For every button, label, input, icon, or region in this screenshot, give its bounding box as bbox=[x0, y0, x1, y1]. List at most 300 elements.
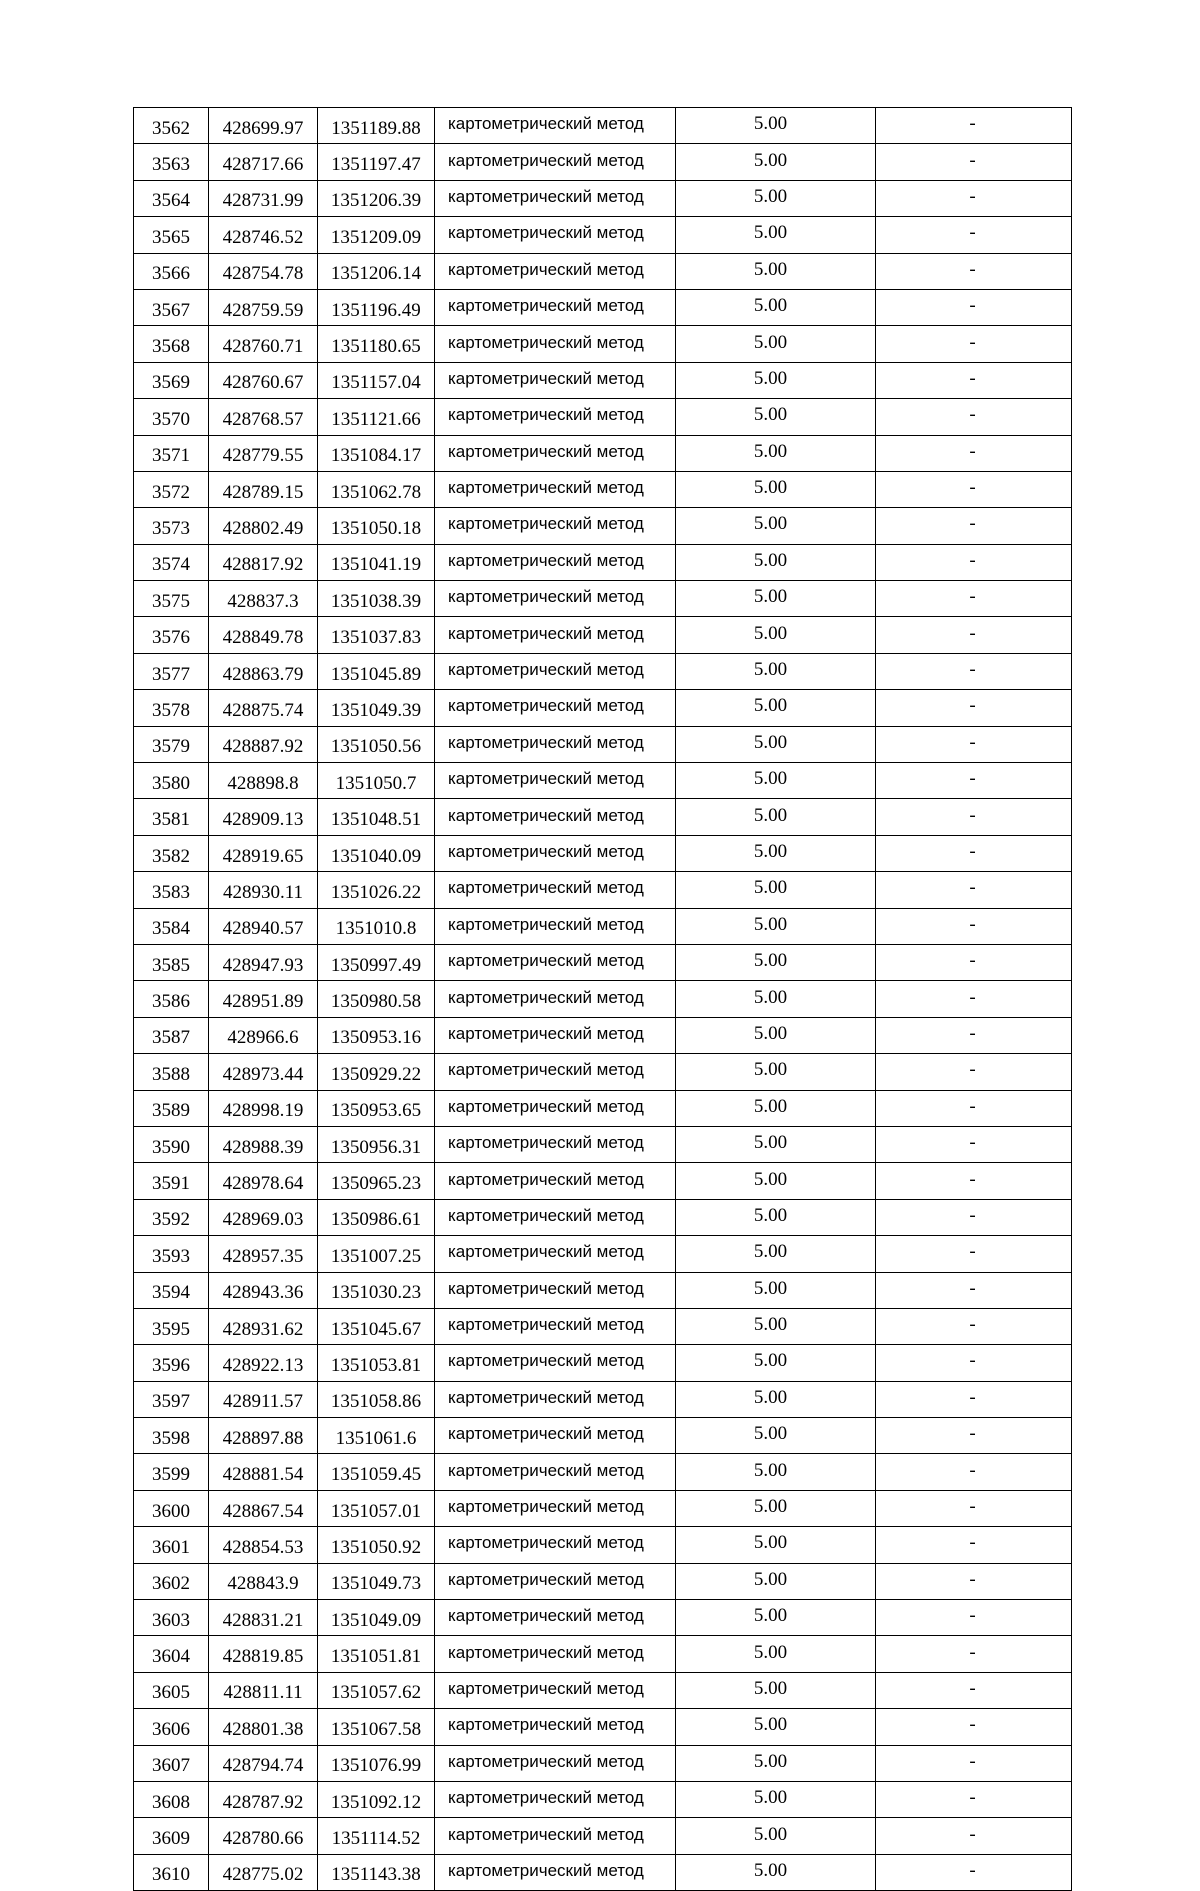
table-row bbox=[134, 108, 1072, 144]
table-row bbox=[134, 799, 1072, 835]
point-number-cell: 3575 bbox=[134, 581, 209, 617]
y-coordinate-cell: 1351038.39 bbox=[318, 581, 435, 617]
y-coordinate-cell: 1351067.58 bbox=[318, 1709, 435, 1745]
y-coordinate-cell: 1351045.89 bbox=[318, 653, 435, 689]
description-cell: - bbox=[876, 1418, 1072, 1454]
y-coordinate-cell: 1350965.23 bbox=[318, 1163, 435, 1199]
description-cell: - bbox=[876, 289, 1072, 325]
accuracy-cell: 5.00 bbox=[676, 1199, 876, 1235]
y-coordinate-cell: 1351049.73 bbox=[318, 1563, 435, 1599]
point-number-cell: 3607 bbox=[134, 1745, 209, 1781]
description-cell: - bbox=[876, 435, 1072, 471]
description-cell: - bbox=[876, 1163, 1072, 1199]
y-coordinate-cell: 1351026.22 bbox=[318, 872, 435, 908]
table-row bbox=[134, 690, 1072, 726]
point-number-cell: 3593 bbox=[134, 1236, 209, 1272]
method-cell: картометрический метод bbox=[435, 1126, 676, 1162]
table-row bbox=[134, 1818, 1072, 1854]
method-cell: картометрический метод bbox=[435, 326, 676, 362]
y-coordinate-cell: 1351049.09 bbox=[318, 1600, 435, 1636]
y-coordinate-cell: 1351114.52 bbox=[318, 1818, 435, 1854]
y-coordinate-cell: 1351157.04 bbox=[318, 362, 435, 398]
point-number-cell: 3610 bbox=[134, 1854, 209, 1890]
accuracy-cell: 5.00 bbox=[676, 1781, 876, 1817]
x-coordinate-cell: 428898.8 bbox=[209, 763, 318, 799]
accuracy-cell: 5.00 bbox=[676, 289, 876, 325]
table-row bbox=[134, 144, 1072, 180]
y-coordinate-cell: 1351007.25 bbox=[318, 1236, 435, 1272]
table-row bbox=[134, 1272, 1072, 1308]
y-coordinate-cell: 1351209.09 bbox=[318, 217, 435, 253]
point-number-cell: 3569 bbox=[134, 362, 209, 398]
y-coordinate-cell: 1351180.65 bbox=[318, 326, 435, 362]
accuracy-cell: 5.00 bbox=[676, 326, 876, 362]
table-row bbox=[134, 1672, 1072, 1708]
x-coordinate-cell: 428947.93 bbox=[209, 944, 318, 980]
description-cell: - bbox=[876, 1818, 1072, 1854]
method-cell: картометрический метод bbox=[435, 763, 676, 799]
method-cell: картометрический метод bbox=[435, 435, 676, 471]
table-row bbox=[134, 1236, 1072, 1272]
accuracy-cell: 5.00 bbox=[676, 1636, 876, 1672]
x-coordinate-cell: 428911.57 bbox=[209, 1381, 318, 1417]
table-row bbox=[134, 253, 1072, 289]
description-cell: - bbox=[876, 180, 1072, 216]
description-cell: - bbox=[876, 1490, 1072, 1526]
x-coordinate-cell: 428802.49 bbox=[209, 508, 318, 544]
y-coordinate-cell: 1351049.39 bbox=[318, 690, 435, 726]
table-row bbox=[134, 981, 1072, 1017]
y-coordinate-cell: 1350953.16 bbox=[318, 1017, 435, 1053]
y-coordinate-cell: 1351206.39 bbox=[318, 180, 435, 216]
table-row bbox=[134, 508, 1072, 544]
table-row bbox=[134, 1090, 1072, 1126]
x-coordinate-cell: 428988.39 bbox=[209, 1126, 318, 1162]
y-coordinate-cell: 1351053.81 bbox=[318, 1345, 435, 1381]
description-cell: - bbox=[876, 1672, 1072, 1708]
x-coordinate-cell: 428930.11 bbox=[209, 872, 318, 908]
point-number-cell: 3578 bbox=[134, 690, 209, 726]
accuracy-cell: 5.00 bbox=[676, 1163, 876, 1199]
accuracy-cell: 5.00 bbox=[676, 1308, 876, 1344]
description-cell: - bbox=[876, 1781, 1072, 1817]
description-cell: - bbox=[876, 981, 1072, 1017]
y-coordinate-cell: 1351041.19 bbox=[318, 544, 435, 580]
description-cell: - bbox=[876, 763, 1072, 799]
point-number-cell: 3602 bbox=[134, 1563, 209, 1599]
description-cell: - bbox=[876, 399, 1072, 435]
method-cell: картометрический метод bbox=[435, 1381, 676, 1417]
description-cell: - bbox=[876, 1381, 1072, 1417]
method-cell: картометрический метод bbox=[435, 1308, 676, 1344]
method-cell: картометрический метод bbox=[435, 1163, 676, 1199]
x-coordinate-cell: 428867.54 bbox=[209, 1490, 318, 1526]
accuracy-cell: 5.00 bbox=[676, 1745, 876, 1781]
method-cell: картометрический метод bbox=[435, 180, 676, 216]
x-coordinate-cell: 428922.13 bbox=[209, 1345, 318, 1381]
accuracy-cell: 5.00 bbox=[676, 763, 876, 799]
x-coordinate-cell: 428731.99 bbox=[209, 180, 318, 216]
x-coordinate-cell: 428951.89 bbox=[209, 981, 318, 1017]
x-coordinate-cell: 428780.66 bbox=[209, 1818, 318, 1854]
x-coordinate-cell: 428957.35 bbox=[209, 1236, 318, 1272]
y-coordinate-cell: 1351057.01 bbox=[318, 1490, 435, 1526]
description-cell: - bbox=[876, 581, 1072, 617]
method-cell: картометрический метод bbox=[435, 544, 676, 580]
description-cell: - bbox=[876, 944, 1072, 980]
x-coordinate-cell: 428919.65 bbox=[209, 835, 318, 871]
y-coordinate-cell: 1351197.47 bbox=[318, 144, 435, 180]
table-row bbox=[134, 1636, 1072, 1672]
y-coordinate-cell: 1351030.23 bbox=[318, 1272, 435, 1308]
accuracy-cell: 5.00 bbox=[676, 653, 876, 689]
table-row bbox=[134, 653, 1072, 689]
method-cell: картометрический метод bbox=[435, 471, 676, 507]
table-row bbox=[134, 399, 1072, 435]
accuracy-cell: 5.00 bbox=[676, 1126, 876, 1162]
description-cell: - bbox=[876, 1563, 1072, 1599]
method-cell: картометрический метод bbox=[435, 1563, 676, 1599]
description-cell: - bbox=[876, 1236, 1072, 1272]
method-cell: картометрический метод bbox=[435, 1345, 676, 1381]
y-coordinate-cell: 1351057.62 bbox=[318, 1672, 435, 1708]
method-cell: картометрический метод bbox=[435, 872, 676, 908]
x-coordinate-cell: 428909.13 bbox=[209, 799, 318, 835]
description-cell: - bbox=[876, 617, 1072, 653]
description-cell: - bbox=[876, 872, 1072, 908]
accuracy-cell: 5.00 bbox=[676, 1818, 876, 1854]
y-coordinate-cell: 1351051.81 bbox=[318, 1636, 435, 1672]
x-coordinate-cell: 428897.88 bbox=[209, 1418, 318, 1454]
accuracy-cell: 5.00 bbox=[676, 1672, 876, 1708]
table-row bbox=[134, 1163, 1072, 1199]
table-row bbox=[134, 944, 1072, 980]
description-cell: - bbox=[876, 1054, 1072, 1090]
description-cell: - bbox=[876, 1126, 1072, 1162]
x-coordinate-cell: 428837.3 bbox=[209, 581, 318, 617]
description-cell: - bbox=[876, 690, 1072, 726]
method-cell: картометрический метод bbox=[435, 1709, 676, 1745]
point-number-cell: 3562 bbox=[134, 108, 209, 144]
x-coordinate-cell: 428794.74 bbox=[209, 1745, 318, 1781]
table-row bbox=[134, 1381, 1072, 1417]
point-number-cell: 3581 bbox=[134, 799, 209, 835]
y-coordinate-cell: 1350953.65 bbox=[318, 1090, 435, 1126]
method-cell: картометрический метод bbox=[435, 799, 676, 835]
point-number-cell: 3580 bbox=[134, 763, 209, 799]
accuracy-cell: 5.00 bbox=[676, 108, 876, 144]
point-number-cell: 3608 bbox=[134, 1781, 209, 1817]
x-coordinate-cell: 428787.92 bbox=[209, 1781, 318, 1817]
accuracy-cell: 5.00 bbox=[676, 872, 876, 908]
x-coordinate-cell: 428801.38 bbox=[209, 1709, 318, 1745]
description-cell: - bbox=[876, 799, 1072, 835]
accuracy-cell: 5.00 bbox=[676, 581, 876, 617]
method-cell: картометрический метод bbox=[435, 1672, 676, 1708]
x-coordinate-cell: 428863.79 bbox=[209, 653, 318, 689]
method-cell: картометрический метод bbox=[435, 399, 676, 435]
accuracy-cell: 5.00 bbox=[676, 1090, 876, 1126]
table-row bbox=[134, 908, 1072, 944]
method-cell: картометрический метод bbox=[435, 144, 676, 180]
accuracy-cell: 5.00 bbox=[676, 981, 876, 1017]
method-cell: картометрический метод bbox=[435, 1600, 676, 1636]
description-cell: - bbox=[876, 217, 1072, 253]
point-number-cell: 3566 bbox=[134, 253, 209, 289]
point-number-cell: 3564 bbox=[134, 180, 209, 216]
table-row bbox=[134, 1745, 1072, 1781]
point-number-cell: 3582 bbox=[134, 835, 209, 871]
table-row bbox=[134, 471, 1072, 507]
method-cell: картометрический метод bbox=[435, 1017, 676, 1053]
x-coordinate-cell: 428940.57 bbox=[209, 908, 318, 944]
method-cell: картометрический метод bbox=[435, 1745, 676, 1781]
table-row bbox=[134, 1781, 1072, 1817]
method-cell: картометрический метод bbox=[435, 908, 676, 944]
y-coordinate-cell: 1351010.8 bbox=[318, 908, 435, 944]
method-cell: картометрический метод bbox=[435, 217, 676, 253]
method-cell: картометрический метод bbox=[435, 289, 676, 325]
table-row bbox=[134, 1054, 1072, 1090]
accuracy-cell: 5.00 bbox=[676, 362, 876, 398]
x-coordinate-cell: 428966.6 bbox=[209, 1017, 318, 1053]
point-number-cell: 3565 bbox=[134, 217, 209, 253]
x-coordinate-cell: 428843.9 bbox=[209, 1563, 318, 1599]
table-row bbox=[134, 1454, 1072, 1490]
table-row bbox=[134, 1126, 1072, 1162]
description-cell: - bbox=[876, 1272, 1072, 1308]
y-coordinate-cell: 1350986.61 bbox=[318, 1199, 435, 1235]
y-coordinate-cell: 1351050.92 bbox=[318, 1527, 435, 1563]
y-coordinate-cell: 1350997.49 bbox=[318, 944, 435, 980]
point-number-cell: 3573 bbox=[134, 508, 209, 544]
point-number-cell: 3584 bbox=[134, 908, 209, 944]
description-cell: - bbox=[876, 1090, 1072, 1126]
accuracy-cell: 5.00 bbox=[676, 1490, 876, 1526]
accuracy-cell: 5.00 bbox=[676, 908, 876, 944]
table-row bbox=[134, 217, 1072, 253]
method-cell: картометрический метод bbox=[435, 1818, 676, 1854]
description-cell: - bbox=[876, 1308, 1072, 1344]
y-coordinate-cell: 1350929.22 bbox=[318, 1054, 435, 1090]
y-coordinate-cell: 1351189.88 bbox=[318, 108, 435, 144]
description-cell: - bbox=[876, 1854, 1072, 1890]
method-cell: картометрический метод bbox=[435, 1490, 676, 1526]
coordinates-table-body bbox=[134, 108, 1072, 1891]
x-coordinate-cell: 428760.71 bbox=[209, 326, 318, 362]
x-coordinate-cell: 428887.92 bbox=[209, 726, 318, 762]
table-row bbox=[134, 435, 1072, 471]
point-number-cell: 3600 bbox=[134, 1490, 209, 1526]
table-row bbox=[134, 1600, 1072, 1636]
point-number-cell: 3574 bbox=[134, 544, 209, 580]
method-cell: картометрический метод bbox=[435, 253, 676, 289]
accuracy-cell: 5.00 bbox=[676, 1054, 876, 1090]
accuracy-cell: 5.00 bbox=[676, 1418, 876, 1454]
point-number-cell: 3572 bbox=[134, 471, 209, 507]
y-coordinate-cell: 1350980.58 bbox=[318, 981, 435, 1017]
description-cell: - bbox=[876, 544, 1072, 580]
y-coordinate-cell: 1351037.83 bbox=[318, 617, 435, 653]
description-cell: - bbox=[876, 253, 1072, 289]
accuracy-cell: 5.00 bbox=[676, 1854, 876, 1890]
y-coordinate-cell: 1351048.51 bbox=[318, 799, 435, 835]
x-coordinate-cell: 428768.57 bbox=[209, 399, 318, 435]
x-coordinate-cell: 428969.03 bbox=[209, 1199, 318, 1235]
accuracy-cell: 5.00 bbox=[676, 1600, 876, 1636]
description-cell: - bbox=[876, 1199, 1072, 1235]
description-cell: - bbox=[876, 362, 1072, 398]
description-cell: - bbox=[876, 144, 1072, 180]
x-coordinate-cell: 428760.67 bbox=[209, 362, 318, 398]
description-cell: - bbox=[876, 508, 1072, 544]
method-cell: картометрический метод bbox=[435, 726, 676, 762]
description-cell: - bbox=[876, 1745, 1072, 1781]
method-cell: картометрический метод bbox=[435, 1636, 676, 1672]
point-number-cell: 3606 bbox=[134, 1709, 209, 1745]
x-coordinate-cell: 428759.59 bbox=[209, 289, 318, 325]
x-coordinate-cell: 428789.15 bbox=[209, 471, 318, 507]
y-coordinate-cell: 1351058.86 bbox=[318, 1381, 435, 1417]
point-number-cell: 3563 bbox=[134, 144, 209, 180]
point-number-cell: 3586 bbox=[134, 981, 209, 1017]
accuracy-cell: 5.00 bbox=[676, 1272, 876, 1308]
method-cell: картометрический метод bbox=[435, 508, 676, 544]
accuracy-cell: 5.00 bbox=[676, 399, 876, 435]
x-coordinate-cell: 428817.92 bbox=[209, 544, 318, 580]
y-coordinate-cell: 1351196.49 bbox=[318, 289, 435, 325]
x-coordinate-cell: 428849.78 bbox=[209, 617, 318, 653]
table-row bbox=[134, 835, 1072, 871]
method-cell: картометрический метод bbox=[435, 690, 676, 726]
table-row bbox=[134, 617, 1072, 653]
x-coordinate-cell: 428978.64 bbox=[209, 1163, 318, 1199]
point-number-cell: 3597 bbox=[134, 1381, 209, 1417]
method-cell: картометрический метод bbox=[435, 1854, 676, 1890]
accuracy-cell: 5.00 bbox=[676, 835, 876, 871]
method-cell: картометрический метод bbox=[435, 835, 676, 871]
accuracy-cell: 5.00 bbox=[676, 1345, 876, 1381]
table-row bbox=[134, 1490, 1072, 1526]
y-coordinate-cell: 1351040.09 bbox=[318, 835, 435, 871]
point-number-cell: 3601 bbox=[134, 1527, 209, 1563]
point-number-cell: 3598 bbox=[134, 1418, 209, 1454]
y-coordinate-cell: 1351059.45 bbox=[318, 1454, 435, 1490]
x-coordinate-cell: 428875.74 bbox=[209, 690, 318, 726]
method-cell: картометрический метод bbox=[435, 1272, 676, 1308]
x-coordinate-cell: 428779.55 bbox=[209, 435, 318, 471]
method-cell: картометрический метод bbox=[435, 981, 676, 1017]
y-coordinate-cell: 1351084.17 bbox=[318, 435, 435, 471]
point-number-cell: 3585 bbox=[134, 944, 209, 980]
y-coordinate-cell: 1351092.12 bbox=[318, 1781, 435, 1817]
accuracy-cell: 5.00 bbox=[676, 617, 876, 653]
y-coordinate-cell: 1351050.18 bbox=[318, 508, 435, 544]
x-coordinate-cell: 428754.78 bbox=[209, 253, 318, 289]
accuracy-cell: 5.00 bbox=[676, 217, 876, 253]
x-coordinate-cell: 428931.62 bbox=[209, 1308, 318, 1344]
description-cell: - bbox=[876, 326, 1072, 362]
description-cell: - bbox=[876, 471, 1072, 507]
accuracy-cell: 5.00 bbox=[676, 1563, 876, 1599]
description-cell: - bbox=[876, 1636, 1072, 1672]
point-number-cell: 3587 bbox=[134, 1017, 209, 1053]
method-cell: картометрический метод bbox=[435, 1054, 676, 1090]
point-number-cell: 3599 bbox=[134, 1454, 209, 1490]
accuracy-cell: 5.00 bbox=[676, 253, 876, 289]
description-cell: - bbox=[876, 1600, 1072, 1636]
accuracy-cell: 5.00 bbox=[676, 180, 876, 216]
method-cell: картометрический метод bbox=[435, 362, 676, 398]
x-coordinate-cell: 428943.36 bbox=[209, 1272, 318, 1308]
y-coordinate-cell: 1351045.67 bbox=[318, 1308, 435, 1344]
y-coordinate-cell: 1351121.66 bbox=[318, 399, 435, 435]
table-row bbox=[134, 1418, 1072, 1454]
description-cell: - bbox=[876, 1017, 1072, 1053]
point-number-cell: 3592 bbox=[134, 1199, 209, 1235]
description-cell: - bbox=[876, 908, 1072, 944]
x-coordinate-cell: 428854.53 bbox=[209, 1527, 318, 1563]
accuracy-cell: 5.00 bbox=[676, 726, 876, 762]
x-coordinate-cell: 428998.19 bbox=[209, 1090, 318, 1126]
method-cell: картометрический метод bbox=[435, 1418, 676, 1454]
method-cell: картометрический метод bbox=[435, 1199, 676, 1235]
table-row bbox=[134, 362, 1072, 398]
accuracy-cell: 5.00 bbox=[676, 1381, 876, 1417]
point-number-cell: 3596 bbox=[134, 1345, 209, 1381]
coordinates-table bbox=[133, 107, 1072, 1891]
method-cell: картометрический метод bbox=[435, 1090, 676, 1126]
accuracy-cell: 5.00 bbox=[676, 1527, 876, 1563]
point-number-cell: 3588 bbox=[134, 1054, 209, 1090]
description-cell: - bbox=[876, 1454, 1072, 1490]
method-cell: картометрический метод bbox=[435, 1236, 676, 1272]
method-cell: картометрический метод bbox=[435, 944, 676, 980]
point-number-cell: 3591 bbox=[134, 1163, 209, 1199]
table-row bbox=[134, 1527, 1072, 1563]
description-cell: - bbox=[876, 108, 1072, 144]
point-number-cell: 3589 bbox=[134, 1090, 209, 1126]
point-number-cell: 3603 bbox=[134, 1600, 209, 1636]
method-cell: картометрический метод bbox=[435, 617, 676, 653]
y-coordinate-cell: 1351206.14 bbox=[318, 253, 435, 289]
point-number-cell: 3571 bbox=[134, 435, 209, 471]
method-cell: картометрический метод bbox=[435, 1527, 676, 1563]
table-row bbox=[134, 726, 1072, 762]
point-number-cell: 3583 bbox=[134, 872, 209, 908]
method-cell: картометрический метод bbox=[435, 1781, 676, 1817]
y-coordinate-cell: 1351050.56 bbox=[318, 726, 435, 762]
point-number-cell: 3568 bbox=[134, 326, 209, 362]
x-coordinate-cell: 428746.52 bbox=[209, 217, 318, 253]
x-coordinate-cell: 428699.97 bbox=[209, 108, 318, 144]
point-number-cell: 3590 bbox=[134, 1126, 209, 1162]
table-row bbox=[134, 289, 1072, 325]
table-row bbox=[134, 1199, 1072, 1235]
accuracy-cell: 5.00 bbox=[676, 544, 876, 580]
description-cell: - bbox=[876, 1527, 1072, 1563]
accuracy-cell: 5.00 bbox=[676, 1236, 876, 1272]
accuracy-cell: 5.00 bbox=[676, 944, 876, 980]
method-cell: картометрический метод bbox=[435, 1454, 676, 1490]
description-cell: - bbox=[876, 653, 1072, 689]
table-row bbox=[134, 1709, 1072, 1745]
accuracy-cell: 5.00 bbox=[676, 690, 876, 726]
point-number-cell: 3595 bbox=[134, 1308, 209, 1344]
description-cell: - bbox=[876, 1709, 1072, 1745]
table-row bbox=[134, 763, 1072, 799]
x-coordinate-cell: 428811.11 bbox=[209, 1672, 318, 1708]
